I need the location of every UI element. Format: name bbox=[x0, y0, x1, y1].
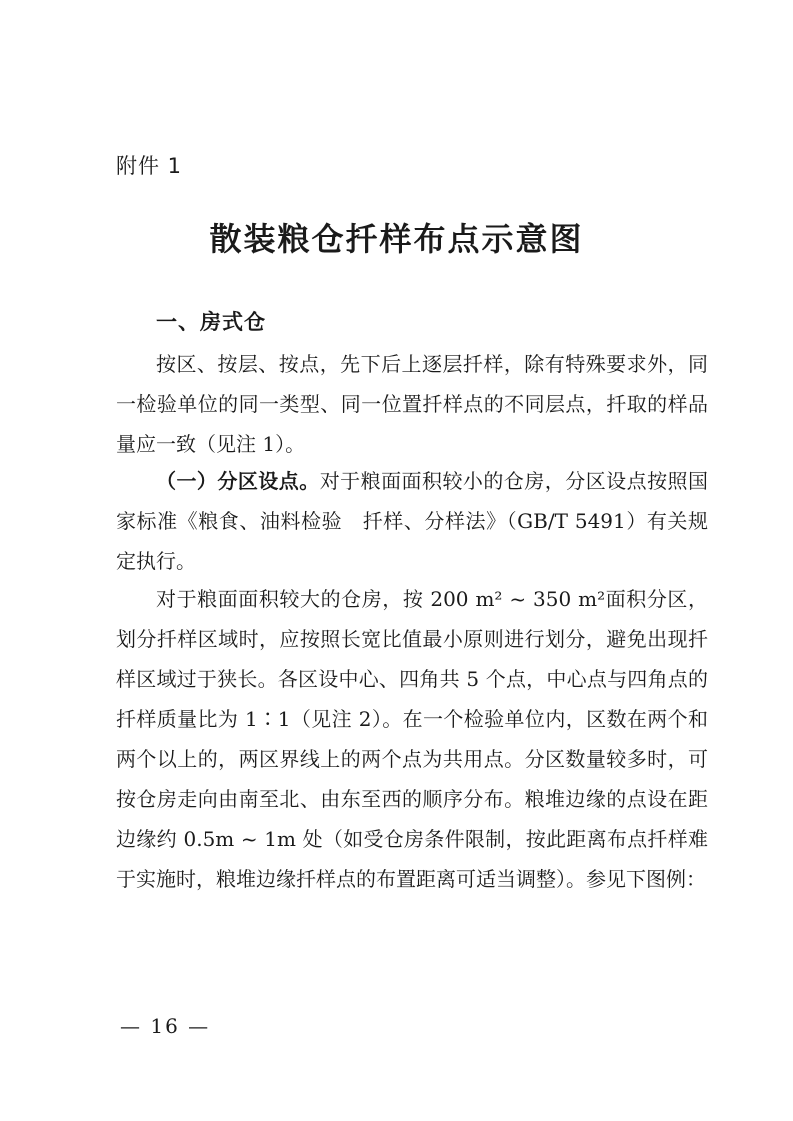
paragraph-1: 按区、按层、按点，先下后上逐层扦样，除有特殊要求外，同一检验单位的同一类型、同一位置扦样点的不同层点，扦取的样品量应一致（见注 1）。 bbox=[116, 352, 708, 456]
section-heading: 一、房式仓 bbox=[156, 310, 266, 334]
page-number: — 16 — bbox=[120, 1014, 211, 1038]
paragraph-1-block bbox=[116, 344, 708, 464]
paragraph-2-block bbox=[116, 461, 708, 581]
document-title: 散装粮仓扦样布点示意图 bbox=[209, 220, 584, 258]
paragraph-3: 对于粮面面积较大的仓房，按 200 m² ~ 350 m²面积分区，划分扦样区域时，应按照长宽比值最小原则进行划分，避免出现扦样区域过于狭长。各区设中心、四角共 5 个点，中心点与四角点的扦样质量比为 1∶1（见注 2）。在一个检验单位内，区数在两个和两个以上的，两区界线上的两个点为共用点。分区数量较多时，可按仓房走向由南至北、由东至西的顺序分布。粮堆边缘的点设在距边缘约 0.5m ~ 1m 处（如受仓房条件限制，按此距离布点扦样难于实施时，粮堆边缘扦样点的布置距离可适当调整）。参见下图例： bbox=[116, 587, 708, 891]
paragraph-2 bbox=[116, 461, 708, 581]
paragraph-2-body: 对于粮面面积较小的仓房，分区设点按照国家标准《粮食、油料检验 扦样、分样法》（GB/T 5491）有关规定执行。 bbox=[116, 469, 709, 573]
paragraph-3-block bbox=[116, 579, 708, 899]
subsection-heading: （一）分区设点。 bbox=[156, 469, 320, 493]
attachment-label: 附件 1 bbox=[116, 154, 183, 178]
